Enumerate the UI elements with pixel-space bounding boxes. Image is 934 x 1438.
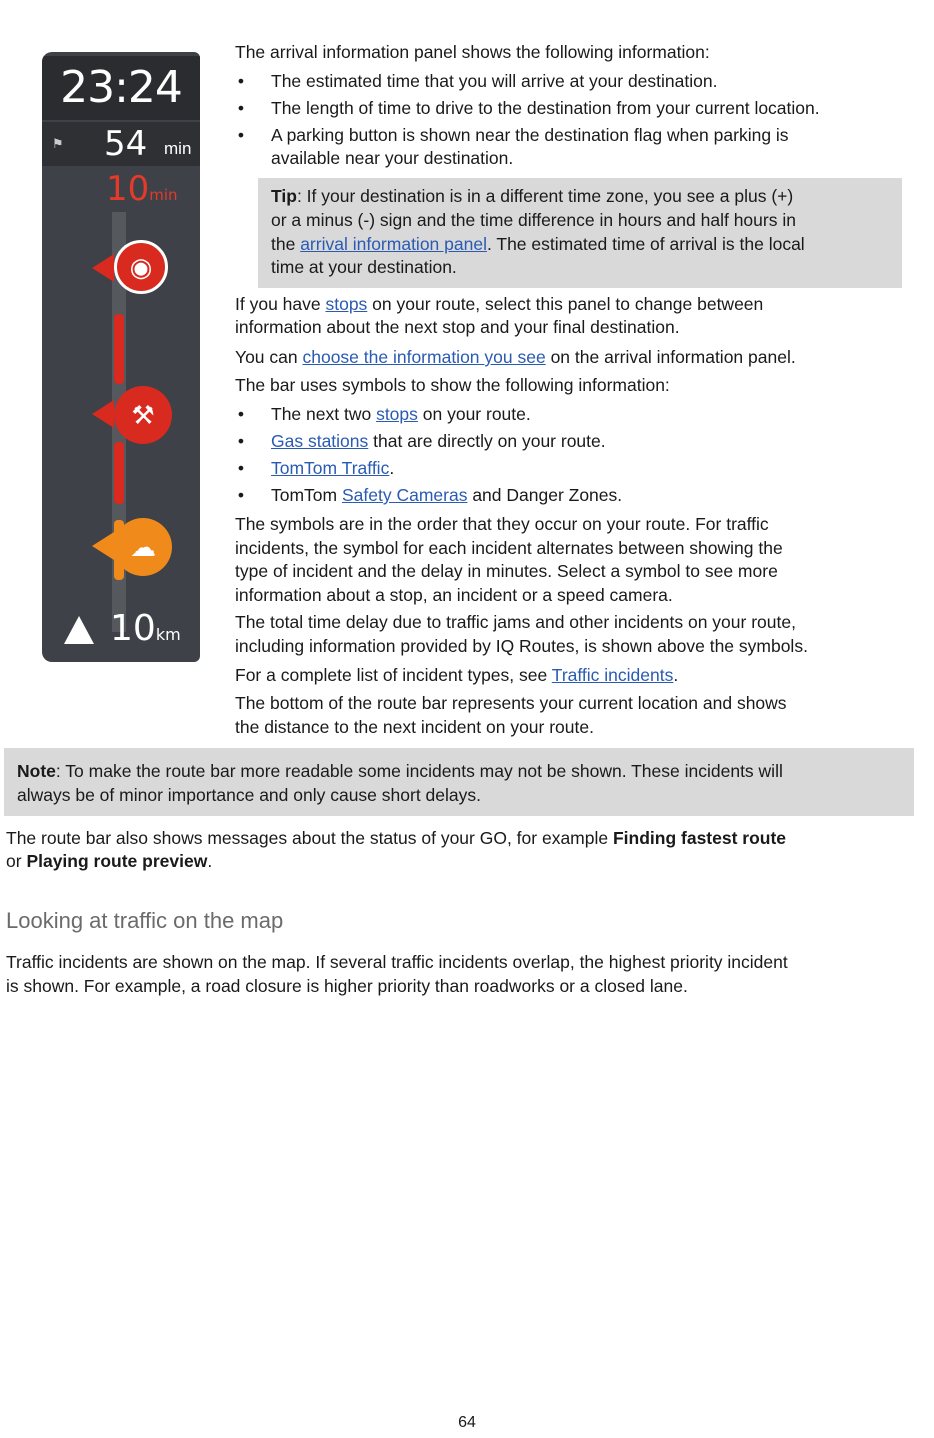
order-line: type of incident and the delay in minutes. Select a symbol to see more — [235, 561, 778, 581]
delay-line: including information provided by IQ Routes, is shown above the symbols. — [235, 636, 808, 656]
duration-row — [42, 122, 200, 166]
roadworks-icon[interactable]: ⚒ — [114, 386, 172, 444]
section-heading: Looking at traffic on the map — [6, 908, 284, 933]
arrival-information-panel-link[interactable]: arrival information panel — [300, 234, 487, 254]
page-number: 64 — [458, 1414, 476, 1431]
distance-readout — [110, 604, 181, 660]
pointer — [92, 254, 114, 282]
stops-paragraph-line2: information about the next stop and your final destination. — [235, 317, 680, 337]
delay-unit: min — [149, 186, 178, 204]
traffic-jam-segment — [114, 314, 124, 384]
fog-icon[interactable]: ☁ — [114, 518, 172, 576]
delay-readout — [106, 168, 178, 216]
choose-information-link[interactable]: choose the information you see — [302, 347, 546, 367]
bottom-line: the distance to the next incident on your route. — [235, 717, 594, 737]
note-line: Note: To make the route bar more readable some incidents may not be shown. These incidents will — [17, 761, 783, 781]
duration-value: 54 — [104, 124, 148, 164]
gas-stations-link[interactable]: Gas stations — [271, 431, 369, 451]
order-line: The symbols are in the order that they occur on your route. For traffic — [235, 514, 769, 534]
arrival-time: 23:24 — [42, 56, 200, 120]
intro-text: The arrival information panel shows the following information: — [235, 42, 710, 62]
distance-value: 10 — [110, 608, 156, 649]
incident-paragraph: For a complete list of incident types, see Traffic incidents. — [235, 665, 679, 685]
checkered-flag-icon: ⚑ — [52, 136, 64, 151]
order-line: incidents, the symbol for each incident alternates between showing the — [235, 538, 783, 558]
traffic-line: is shown. For example, a road closure is higher priority than roadworks or a closed lane. — [6, 976, 688, 996]
tip-line: the arrival information panel. The estimated time of arrival is the local — [271, 234, 805, 254]
stops-paragraph: If you have stops on your route, select this panel to change between — [235, 294, 764, 314]
delay-line: The total time delay due to traffic jams and other incidents on your route, — [235, 612, 796, 632]
safety-cameras-link[interactable]: Safety Cameras — [341, 485, 468, 505]
status-paragraph-line2: or Playing route preview. — [6, 851, 213, 871]
traffic-line: Traffic incidents are shown on the map. If several traffic incidents overlap, the highest priority incident — [6, 952, 788, 972]
current-location-arrow-icon — [64, 616, 94, 644]
distance-unit: km — [155, 625, 181, 644]
traffic-incidents-link[interactable]: Traffic incidents — [551, 665, 674, 685]
tip-line: or a minus (-) sign and the time difference in hours and half hours in — [271, 210, 796, 230]
pointer — [92, 532, 114, 560]
safety-camera-icon[interactable]: ◉ — [114, 240, 168, 294]
note-line: always be of minor importance and only cause short delays. — [17, 785, 481, 805]
stops-link[interactable]: stops — [325, 294, 368, 314]
order-line: information about a stop, an incident or a speed camera. — [235, 585, 673, 605]
pointer — [92, 400, 114, 428]
stops-link[interactable]: stops — [376, 404, 418, 424]
delay-value: 10 — [106, 169, 150, 209]
tip-line: time at your destination. — [271, 257, 457, 277]
route-bar-illustration — [42, 52, 200, 662]
current-location-row — [42, 604, 200, 654]
bottom-line: The bottom of the route bar represents your current location and shows — [235, 693, 787, 713]
duration-unit: min — [164, 139, 192, 158]
tip-line: Tip: If your destination is in a different time zone, you see a plus (+) — [271, 186, 794, 206]
status-paragraph: The route bar also shows messages about the status of your GO, for example Finding fastest route — [6, 828, 787, 848]
tomtom-traffic-link[interactable]: TomTom Traffic — [271, 458, 390, 478]
choose-paragraph: You can choose the information you see on the arrival information panel. — [235, 347, 796, 367]
traffic-jam-segment — [114, 442, 124, 504]
symbols-intro: The bar uses symbols to show the following information: — [235, 375, 670, 395]
